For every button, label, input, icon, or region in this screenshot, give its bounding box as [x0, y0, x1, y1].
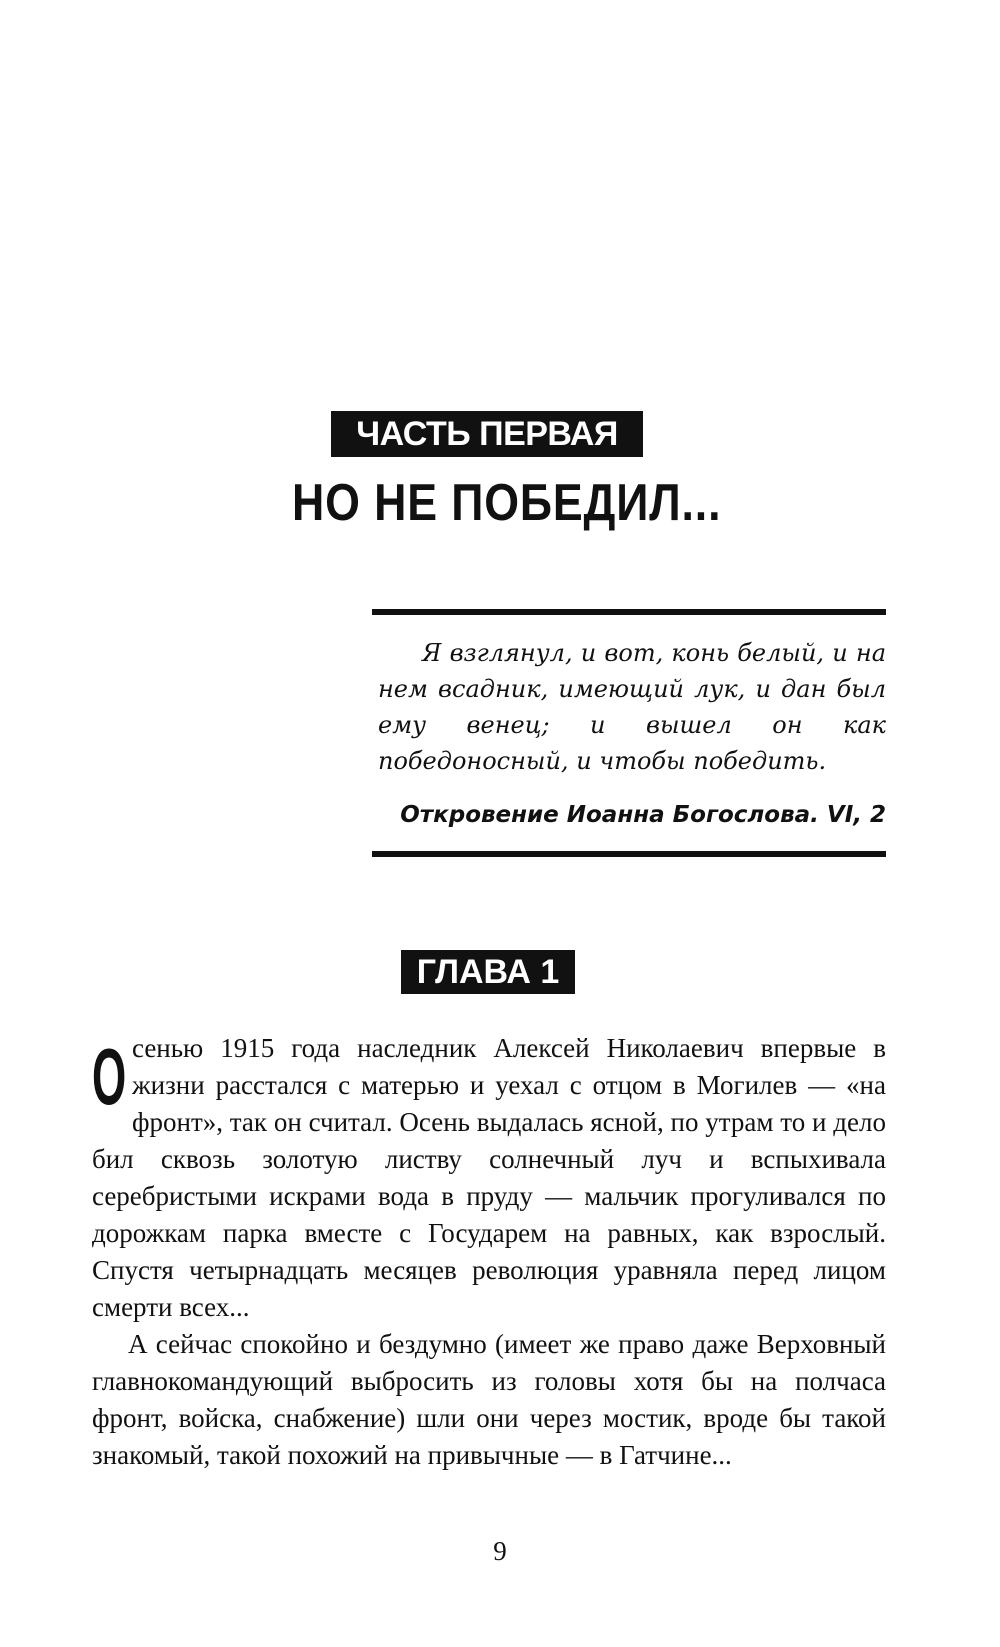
- drop-cap: О: [92, 1032, 127, 1121]
- epigraph-bottom-rule: [372, 851, 886, 857]
- page-number: 9: [493, 1536, 507, 1566]
- body-text: [92, 1030, 886, 1474]
- paragraph-2: А сейчас спокойно и бездумно (имеет же право даже Верховный главнокомандующий выбросить из головы хотя бы на полчаса фронт, войска, снабжение) шли они через мостик, вроде бы такой знакомый, такой похожий на привычные — в Гатчине...: [92, 1329, 886, 1470]
- epigraph-source: Откровение Иоанна Богослова. VI, 2: [400, 802, 886, 828]
- paragraph-1-text: сенью 1915 года наследник Алексей Николаевич впервые в жизни расстался с матерью и уехал с отцом в Могилев — «на фронт», так он считал. Осень выдалась ясной, по утрам то и дело бил сквозь золотую листву солнечный луч и вспыхивала серебристыми искрами вода в пруду — мальчик прогуливался по дорожкам парка вместе с Государем на равных, как взрослый. Спустя четырнадцать месяцев революция уравняла перед лицом смерти всех...: [92, 1033, 886, 1322]
- part-title: НО НЕ ПОБЕДИЛ...: [292, 474, 722, 532]
- part-label: ЧАСТЬ ПЕРВАЯ: [331, 411, 643, 457]
- chapter-label: ГЛАВА 1: [401, 950, 575, 994]
- epigraph-top-rule: [372, 609, 886, 615]
- paragraph-1: [92, 1030, 886, 1326]
- epigraph-text: Я взглянул, и вот, конь белый, и на нем всадник, имеющий лук, и дан был ему венец; и вышел он как победоносный, и чтобы победить.: [378, 639, 886, 775]
- epigraph: [378, 635, 886, 779]
